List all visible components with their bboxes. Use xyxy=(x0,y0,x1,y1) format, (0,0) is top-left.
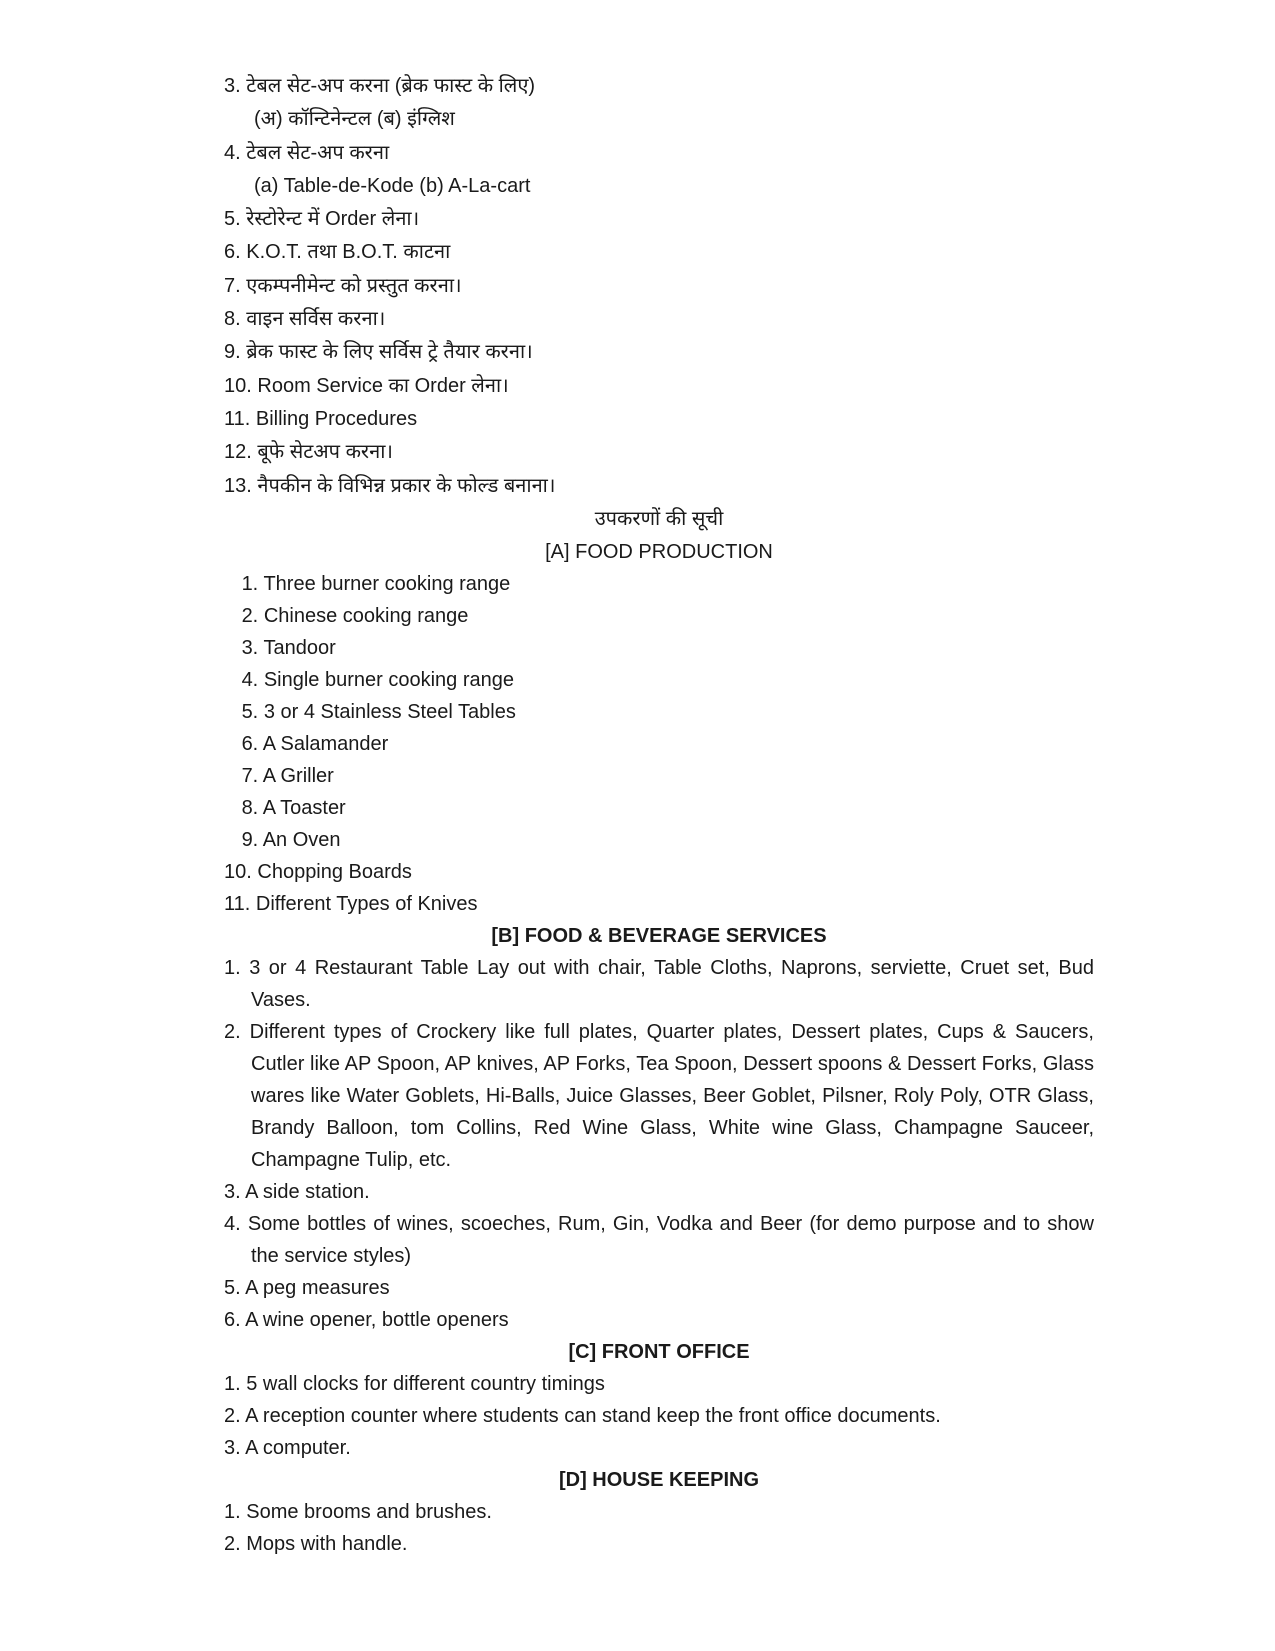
list-item: 8. A Toaster xyxy=(241,797,346,820)
list-item xyxy=(224,303,1124,336)
item-text: (a) Table-de-Kode (b) A-La-cart xyxy=(254,174,531,197)
item-text: नैपकीन के विभिन्न प्रकार के फोल्ड बनाना। xyxy=(257,474,556,497)
section-title: [C] FRONT OFFICE xyxy=(568,1341,750,1364)
item-number: 8. xyxy=(224,308,241,331)
list-item: 5. A peg measures xyxy=(224,1277,390,1300)
item-number: 12. xyxy=(224,441,252,464)
list-item: 10. Chopping Boards xyxy=(224,861,412,884)
list-item: 1. Some brooms and brushes. xyxy=(224,1501,492,1524)
item-text: K.O.T. तथा B.O.T. काटना xyxy=(246,241,451,264)
item-text: एकम्पनीमेन्ट को प्रस्तुत करना। xyxy=(246,274,462,297)
item-number: 6. xyxy=(224,241,241,264)
item-number: 11. xyxy=(224,407,251,430)
list-item-continuation: Vases. xyxy=(251,989,311,1012)
item-text: Room Service का Order लेना। xyxy=(257,374,509,397)
section-food-beverage xyxy=(224,920,1124,1336)
list-item-continuation: wares like Water Goblets, Hi-Balls, Juice Glasses, Beer Goblet, Pilsner, Roly Poly, OTR Glass, xyxy=(251,1085,1094,1108)
item-text: टेबल सेट-अप करना xyxy=(246,141,390,164)
section-title: [A] FOOD PRODUCTION xyxy=(545,541,773,564)
section-front-office xyxy=(224,1336,1124,1464)
item-number: 4. xyxy=(224,141,241,164)
list-item-continuation: Brandy Balloon, tom Collins, Red Wine Glass, White wine Glass, Champagne Sauceer, xyxy=(251,1117,1094,1140)
list-item xyxy=(224,370,1124,403)
item-number: 3. xyxy=(224,75,241,97)
list-item: 7. A Griller xyxy=(241,765,334,788)
section-food-production xyxy=(224,536,1124,920)
list-item xyxy=(224,403,1124,436)
list-item-continuation: Cutler like AP Spoon, AP knives, AP Forks, Tea Spoon, Dessert spoons & Dessert Forks, Glass xyxy=(251,1053,1094,1076)
list-item xyxy=(224,270,1124,303)
section-title: [B] FOOD & BEVERAGE SERVICES xyxy=(491,925,827,948)
document-page xyxy=(224,70,1124,1560)
list-item: 1. 3 or 4 Restaurant Table Lay out with chair, Table Cloths, Naprons, serviette, Cruet set, Bud xyxy=(224,957,1094,980)
list-item xyxy=(224,70,1124,103)
practical-list xyxy=(224,70,1124,503)
list-item: 3. Tandoor xyxy=(241,637,336,660)
list-item xyxy=(224,103,1124,136)
item-text: Billing Procedures xyxy=(255,407,418,430)
list-item-continuation: Champagne Tulip, etc. xyxy=(251,1149,452,1172)
list-item xyxy=(224,336,1124,369)
item-number: 7. xyxy=(224,274,241,297)
item-text: ब्रेक फास्ट के लिए सर्विस ट्रे तैयार करना। xyxy=(246,341,533,364)
list-item: 6. A Salamander xyxy=(241,733,389,756)
list-item: 5. 3 or 4 Stainless Steel Tables xyxy=(241,701,516,724)
list-item: 11. Different Types of Knives xyxy=(224,893,478,916)
list-item: 2. Chinese cooking range xyxy=(241,605,469,628)
list-item: 3. A side station. xyxy=(224,1181,370,1204)
item-text: (अ) कॉन्टिनेन्टल (ब) इंग्लिश xyxy=(254,108,455,131)
list-item-continuation: the service styles) xyxy=(251,1245,412,1268)
list-item: 3. A computer. xyxy=(224,1437,351,1460)
item-text: टेबल सेट-अप करना (ब्रेक फास्ट के लिए) xyxy=(246,75,536,97)
list-item xyxy=(224,170,1124,203)
list-item xyxy=(224,137,1124,170)
item-text: वाइन सर्विस करना। xyxy=(246,308,386,331)
list-item xyxy=(224,203,1124,236)
item-number: 13. xyxy=(224,474,252,497)
item-text: रेस्टोरेन्ट में Order लेना। xyxy=(246,208,420,231)
item-number: 10. xyxy=(224,374,252,397)
equipment-heading: उपकरणों की सूची xyxy=(594,507,724,530)
list-item: 1. Three burner cooking range xyxy=(241,573,511,596)
list-item: 4. Some bottles of wines, scoeches, Rum, Gin, Vodka and Beer (for demo purpose and to show xyxy=(224,1213,1094,1236)
list-item: 6. A wine opener, bottle openers xyxy=(224,1309,509,1332)
list-item: 9. An Oven xyxy=(241,829,341,852)
list-item: 1. 5 wall clocks for different country timings xyxy=(224,1373,605,1396)
list-item xyxy=(224,236,1124,269)
item-text: बूफे सेटअप करना। xyxy=(257,441,393,464)
list-item: 2. A reception counter where students can stand keep the front office documents. xyxy=(224,1405,941,1428)
list-item: 4. Single burner cooking range xyxy=(241,669,514,692)
list-item xyxy=(224,436,1124,469)
list-item: 2. Mops with handle. xyxy=(224,1533,408,1556)
section-title: [D] HOUSE KEEPING xyxy=(558,1469,760,1492)
item-number: 5. xyxy=(224,208,241,231)
list-item: 2. Different types of Crockery like full plates, Quarter plates, Dessert plates, Cups & Saucers, xyxy=(224,1021,1094,1044)
list-item xyxy=(224,470,1124,503)
item-number: 9. xyxy=(224,341,241,364)
section-house-keeping xyxy=(224,1464,1124,1560)
